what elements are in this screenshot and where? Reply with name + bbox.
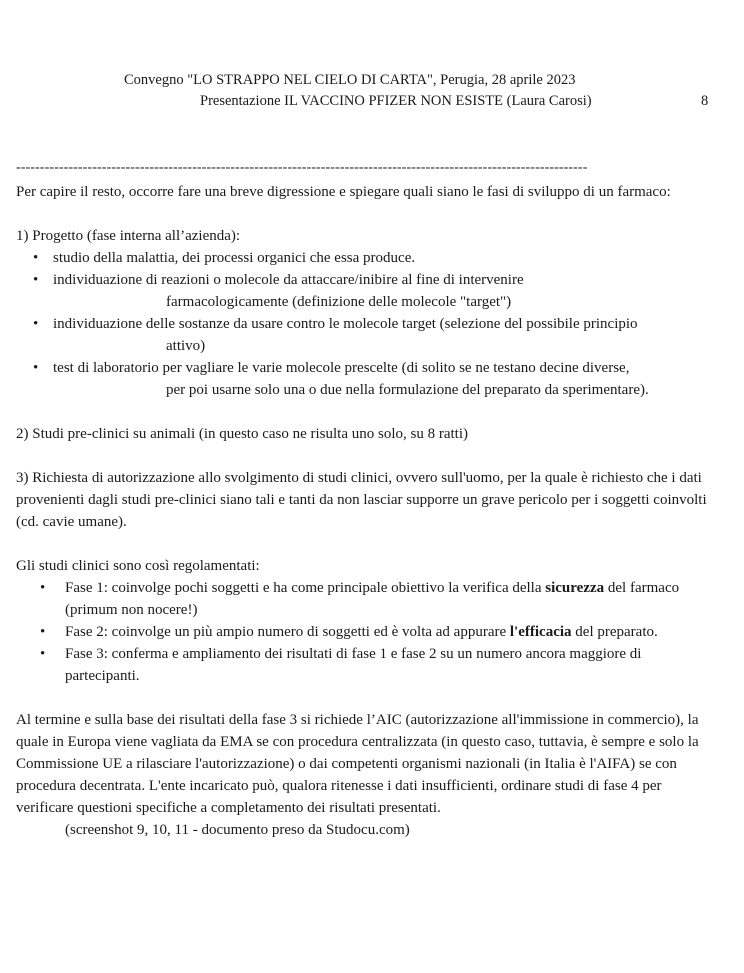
- list-item: • Fase 2: coinvolge un più ampio numero di soggetti ed è volta ad appurare l'efficacia del preparato.: [16, 621, 716, 643]
- phase1-list: [16, 247, 716, 401]
- page-number: 8: [701, 93, 709, 109]
- header-conference: Convegno "LO STRAPPO NEL CIELO DI CARTA", Perugia, 28 aprile 2023: [124, 72, 576, 88]
- list-item: • individuazione delle sostanze da usare contro le molecole target (selezione del possibile principio attivo): [16, 313, 716, 357]
- list-item: • studio della malattia, dei processi organici che essa produce.: [16, 247, 716, 269]
- phase1-title: 1) Progetto (fase interna all’azienda):: [16, 228, 241, 244]
- phase3-paragraph: 3) Richiesta di autorizzazione allo svolgimento di studi clinici, ovvero sull'uomo, per la quale è richiesto che i dati provenienti dagli studi pre-clinici siano tali e tanti da non lasciar supporre un grave pericolo per i soggetti coinvolti (cd. cavie umane).: [16, 470, 707, 530]
- body-text: [16, 181, 716, 841]
- clinical-title: Gli studi clinici sono così regolamentati:: [16, 558, 260, 574]
- source-note: (screenshot 9, 10, 11 - documento preso da Studocu.com): [65, 822, 410, 838]
- conclusion-paragraph: Al termine e sulla base dei risultati della fase 3 si richiede l’AIC (autorizzazione all'immissione in commercio), la quale in Europa viene vagliata da EMA se con procedura centralizzata (in questo caso, tuttavia, è sempre e solo la Commissione UE a rilasciare l'autorizzazione) o dai competenti organismi nazionali (in Italia è l'AIFA) se con procedura decentrata. L'ente incaricato può, qualora ritenesse i dati insufficienti, ordinare studi di fase 4 per verificare questioni specifiche a completamento dei risultati presentati.: [16, 712, 699, 816]
- clinical-list: [16, 577, 716, 687]
- list-item: • Fase 3: conferma e ampliamento dei risultati di fase 1 e fase 2 su un numero ancora maggiore di partecipanti.: [16, 643, 716, 687]
- dashed-divider: ------------------------------------------------------------------------------------------------------------------------: [16, 160, 588, 175]
- phase2-paragraph: 2) Studi pre-clinici su animali (in questo caso ne risulta uno solo, su 8 ratti): [16, 426, 468, 442]
- intro-paragraph: Per capire il resto, occorre fare una breve digressione e spiegare quali siano le fasi di sviluppo di un farmaco:: [16, 184, 671, 200]
- header-presentation: Presentazione IL VACCINO PFIZER NON ESISTE (Laura Carosi): [200, 93, 592, 109]
- list-item: • individuazione di reazioni o molecole da attaccare/inibire al fine di intervenire farmacologicamente (definizione delle molecole "target"): [16, 269, 716, 313]
- list-item: • test di laboratorio per vagliare le varie molecole prescelte (di solito se ne testano decine diverse, per poi usarne solo una o due nella formulazione del preparato da sperimentare).: [16, 357, 716, 401]
- list-item: • Fase 1: coinvolge pochi soggetti e ha come principale obiettivo la verifica della sicurezza del farmaco (primum non nocere!): [16, 577, 716, 621]
